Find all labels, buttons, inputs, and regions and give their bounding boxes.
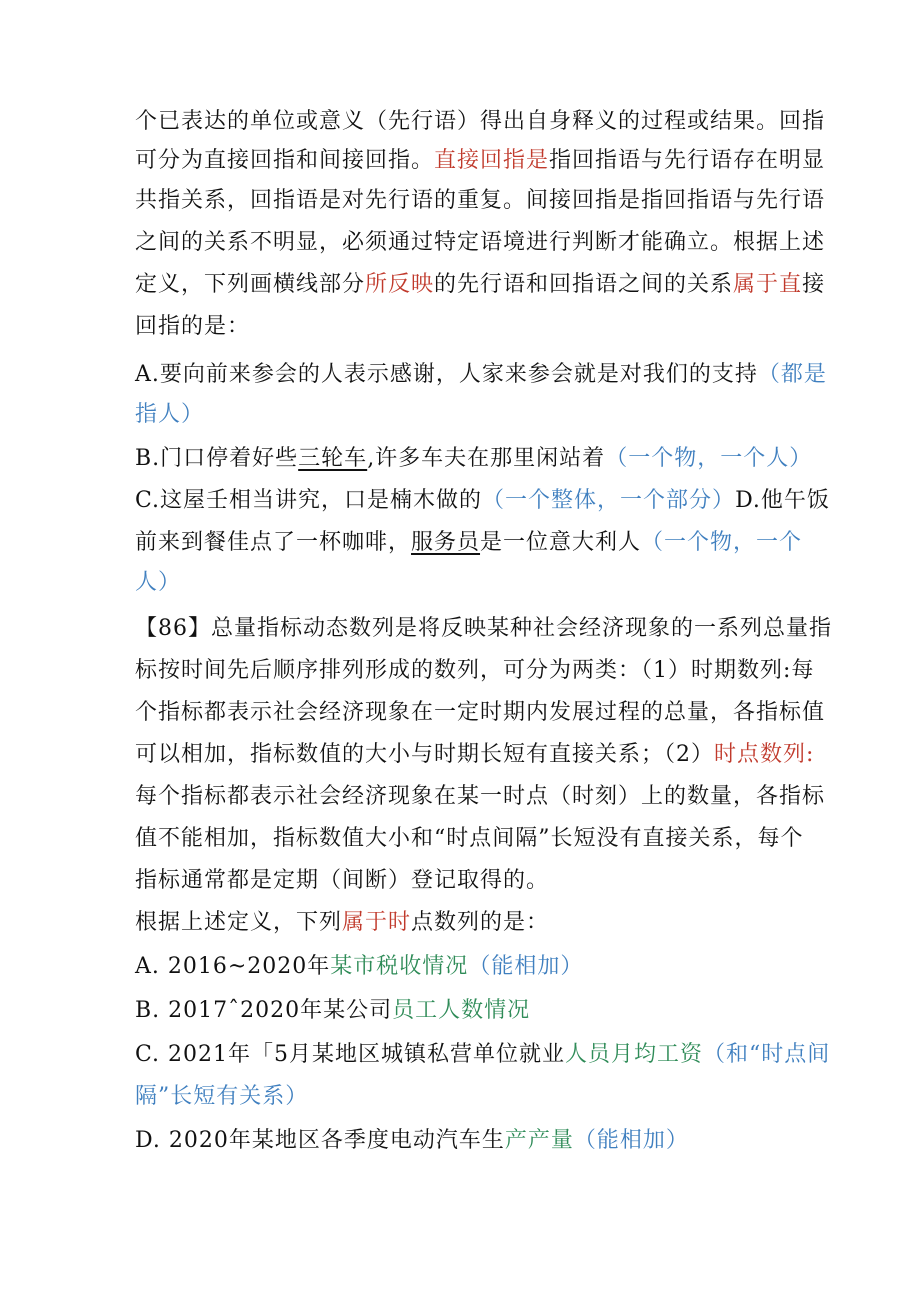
q86-option-a bbox=[135, 952, 583, 982]
q86-option-d bbox=[135, 1126, 689, 1156]
highlight-green: 人员月均工资 bbox=[565, 1042, 704, 1067]
q86-line-5 bbox=[135, 782, 825, 812]
note-blue: （和“时点间 bbox=[703, 1042, 831, 1067]
highlight-red: 直接回指是 bbox=[434, 148, 550, 173]
text: 定义，下列画横线部分 bbox=[135, 272, 366, 297]
text: ,许多车夫在那里闲站着 bbox=[367, 446, 606, 471]
highlight-red: 属于直 bbox=[733, 272, 803, 297]
q86-line-6 bbox=[135, 824, 804, 854]
q85-line-6 bbox=[135, 312, 250, 342]
text: 值不能相加，指标数值大小和“时点间隔”长短没有直接关系，每个 bbox=[135, 826, 804, 851]
highlight-green: 员工人数情况 bbox=[392, 998, 531, 1023]
highlight-green: 某市税收情况 bbox=[330, 954, 469, 979]
q86-line-4 bbox=[135, 740, 814, 770]
note-blue: （一个物，一个人） bbox=[605, 446, 813, 471]
note-blue: （都是 bbox=[757, 362, 827, 387]
q86-option-b bbox=[135, 996, 530, 1026]
note-blue: 指人） bbox=[135, 402, 205, 427]
q86-option-c-cont bbox=[135, 1082, 308, 1112]
highlight-red: 所反映 bbox=[365, 272, 435, 297]
note-blue: （能相加） bbox=[573, 1128, 689, 1153]
text: 标按时间先后顺序排列形成的数列，可分为两类：（1）时期数列:每 bbox=[135, 658, 815, 683]
text: 接 bbox=[802, 272, 826, 297]
text: C. 2021年「5月某地区城镇私营单位就业 bbox=[135, 1042, 566, 1067]
note-blue: 隔”长短有关系） bbox=[135, 1084, 309, 1109]
text: D.他午饭 bbox=[735, 488, 830, 513]
text: 的先行语和回指语之间的关系 bbox=[434, 272, 734, 297]
q85-option-d bbox=[135, 528, 802, 558]
text: 【86】总量指标动态数列是将反映某种社会经济现象的一系列总量指 bbox=[135, 616, 832, 641]
highlight-red: 时点数列: bbox=[714, 742, 815, 767]
underlined-text: 三轮车 bbox=[298, 446, 368, 471]
note-blue: （一个物，一个 bbox=[641, 530, 803, 555]
q86-option-c bbox=[135, 1040, 830, 1070]
text: 是一位意大利人 bbox=[480, 530, 642, 555]
note-blue: （能相加） bbox=[468, 954, 584, 979]
text: A. 2016~2020年 bbox=[135, 954, 331, 979]
q86-line-8 bbox=[135, 908, 549, 938]
q86-line-2 bbox=[135, 656, 814, 686]
text: 回指的是： bbox=[135, 314, 251, 339]
q85-option-b bbox=[135, 444, 812, 474]
highlight-green: 产产量 bbox=[504, 1128, 574, 1153]
note-blue: （一个整体，一个部分） bbox=[482, 488, 736, 513]
text: 共指关系，回指语是对先行语的重复。间接回指是指回指语与先行语 bbox=[135, 188, 826, 213]
text: 根据上述定义，下列 bbox=[135, 910, 343, 935]
text: 可分为直接回指和间接回指。 bbox=[135, 148, 435, 173]
q86-line-1 bbox=[135, 614, 832, 644]
q85-line-1 bbox=[135, 107, 825, 137]
underlined-text: 服务员 bbox=[411, 530, 481, 555]
text: 每个指标都表示社会经济现象在某一时点（时刻）上的数量，各指标 bbox=[135, 784, 826, 809]
text: A.要向前来参会的人表示感谢，人家来参会就是对我们的支持 bbox=[135, 362, 758, 387]
q86-line-3 bbox=[135, 698, 825, 728]
text: D. 2020年某地区各季度电动汽车生 bbox=[135, 1128, 505, 1153]
q85-option-c bbox=[135, 486, 830, 516]
text: 点数列的是： bbox=[411, 910, 550, 935]
q85-line-3 bbox=[135, 186, 825, 216]
q86-line-7 bbox=[135, 866, 549, 896]
text: 前来到餐佳点了一杯咖啡， bbox=[135, 530, 412, 555]
q85-line-5 bbox=[135, 270, 825, 300]
highlight-red: 属于时 bbox=[342, 910, 412, 935]
note-blue: 人） bbox=[135, 570, 182, 595]
q85-option-d-cont bbox=[135, 568, 181, 598]
text: 可以相加，指标数值的大小与时期长短有直接关系；（2） bbox=[135, 742, 714, 767]
text: 之间的关系不明显，必须通过特定语境进行判断才能确立。根据上述 bbox=[135, 230, 826, 255]
text: 个已表达的单位或意义（先行语）得出自身释义的过程或结果。回指 bbox=[135, 109, 826, 134]
text: B.门口停着好些 bbox=[135, 446, 299, 471]
text: B. 2017ˆ2020年某公司 bbox=[135, 998, 393, 1023]
q85-line-2 bbox=[135, 146, 825, 176]
text: C.这屋壬相当讲究，口是楠木做的 bbox=[135, 488, 483, 513]
text: 指回指语与先行语存在明显 bbox=[549, 148, 826, 173]
text: 指标通常都是定期（间断）登记取得的。 bbox=[135, 868, 550, 893]
q85-line-4 bbox=[135, 228, 825, 258]
q85-option-a-cont bbox=[135, 400, 204, 430]
text: 个指标都表示社会经济现象在一定时期内发展过程的总量，各指标值 bbox=[135, 700, 826, 725]
q85-option-a bbox=[135, 360, 827, 390]
